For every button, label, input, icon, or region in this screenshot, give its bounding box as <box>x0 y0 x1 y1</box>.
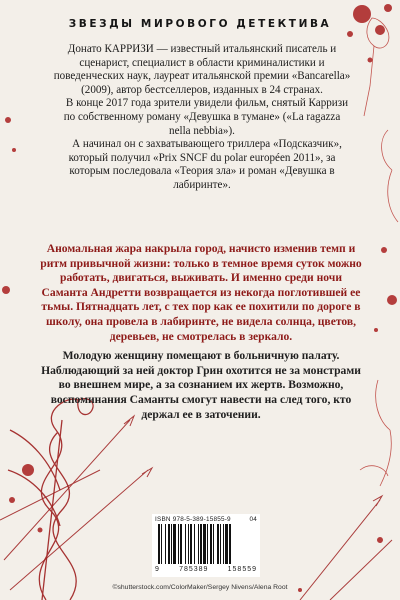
isbn-barcode <box>152 514 260 577</box>
synopsis-paragraph: Молодую женщину помещают в больничную палату. Наблюдающий за ней доктор Грин охотится не за монстрами во внешнем мире, а за сознанием их жертв. Возможно, воспоминания Саманты смогут навести на след того, кто держал ее в заточении. <box>41 349 361 421</box>
photo-credits: ©shutterstock.com/ColorMaker/Sergey Nivens/Alena Root <box>112 584 288 591</box>
author-bio-paragraph: А начинал он с захватывающего триллера «Подсказчик», который получил «Prix SNCF du polar européen 2011», за которым последовала «Теория зла» и роман «Девушка в лабиринте». <box>68 138 342 191</box>
series-title: ЗВЕЗДЫ МИРОВОГО ДЕТЕКТИВА <box>68 18 332 30</box>
snake-caduceus-illustration <box>8 399 93 600</box>
synopsis <box>40 242 362 427</box>
barcode-digits-left: 785389 <box>179 566 209 573</box>
isbn-number: ISBN 978-5-389-15855-9 <box>155 516 231 523</box>
author-bio-paragraph: Донато КАРРИЗИ — известный итальянский писатель и сценарист, специалист в области криминалистики и поведенческих наук, лауреат итальянской премии «Bancarella» (2009), автор бестселлеров, изданных в 24 странах. <box>53 43 351 96</box>
barcode-digit-first: 9 <box>155 566 160 573</box>
author-bio-paragraph: В конце 2017 года зрители увидели фильм, снятый Карризи по собственному роману «Девушка в тумане» («La ragazza nella nebbia»). <box>63 97 349 137</box>
isbn-suffix: 04 <box>249 516 257 523</box>
isbn-line <box>155 516 257 523</box>
synopsis-paragraph: Аномальная жара накрыла город, начисто изменив темп и ритм привычной жизни: только в темное время суток можно работать, двигаться, выживать. И именно среди ночи Саманта Андретти возвращается из некогда поглотившей ее тьмы. Пятнадцать лет, с тех пор как ее похитили по дороге в школу, она провела в лабиринте, не видела солнца, цветов, деревьев, не смотрелась в зеркало. <box>40 242 362 343</box>
barcode-digits-right: 158559 <box>227 566 257 573</box>
barcode-digits <box>155 566 257 573</box>
author-bio <box>52 43 352 193</box>
flower-sketch <box>360 18 398 486</box>
barcode-bars <box>158 524 254 566</box>
